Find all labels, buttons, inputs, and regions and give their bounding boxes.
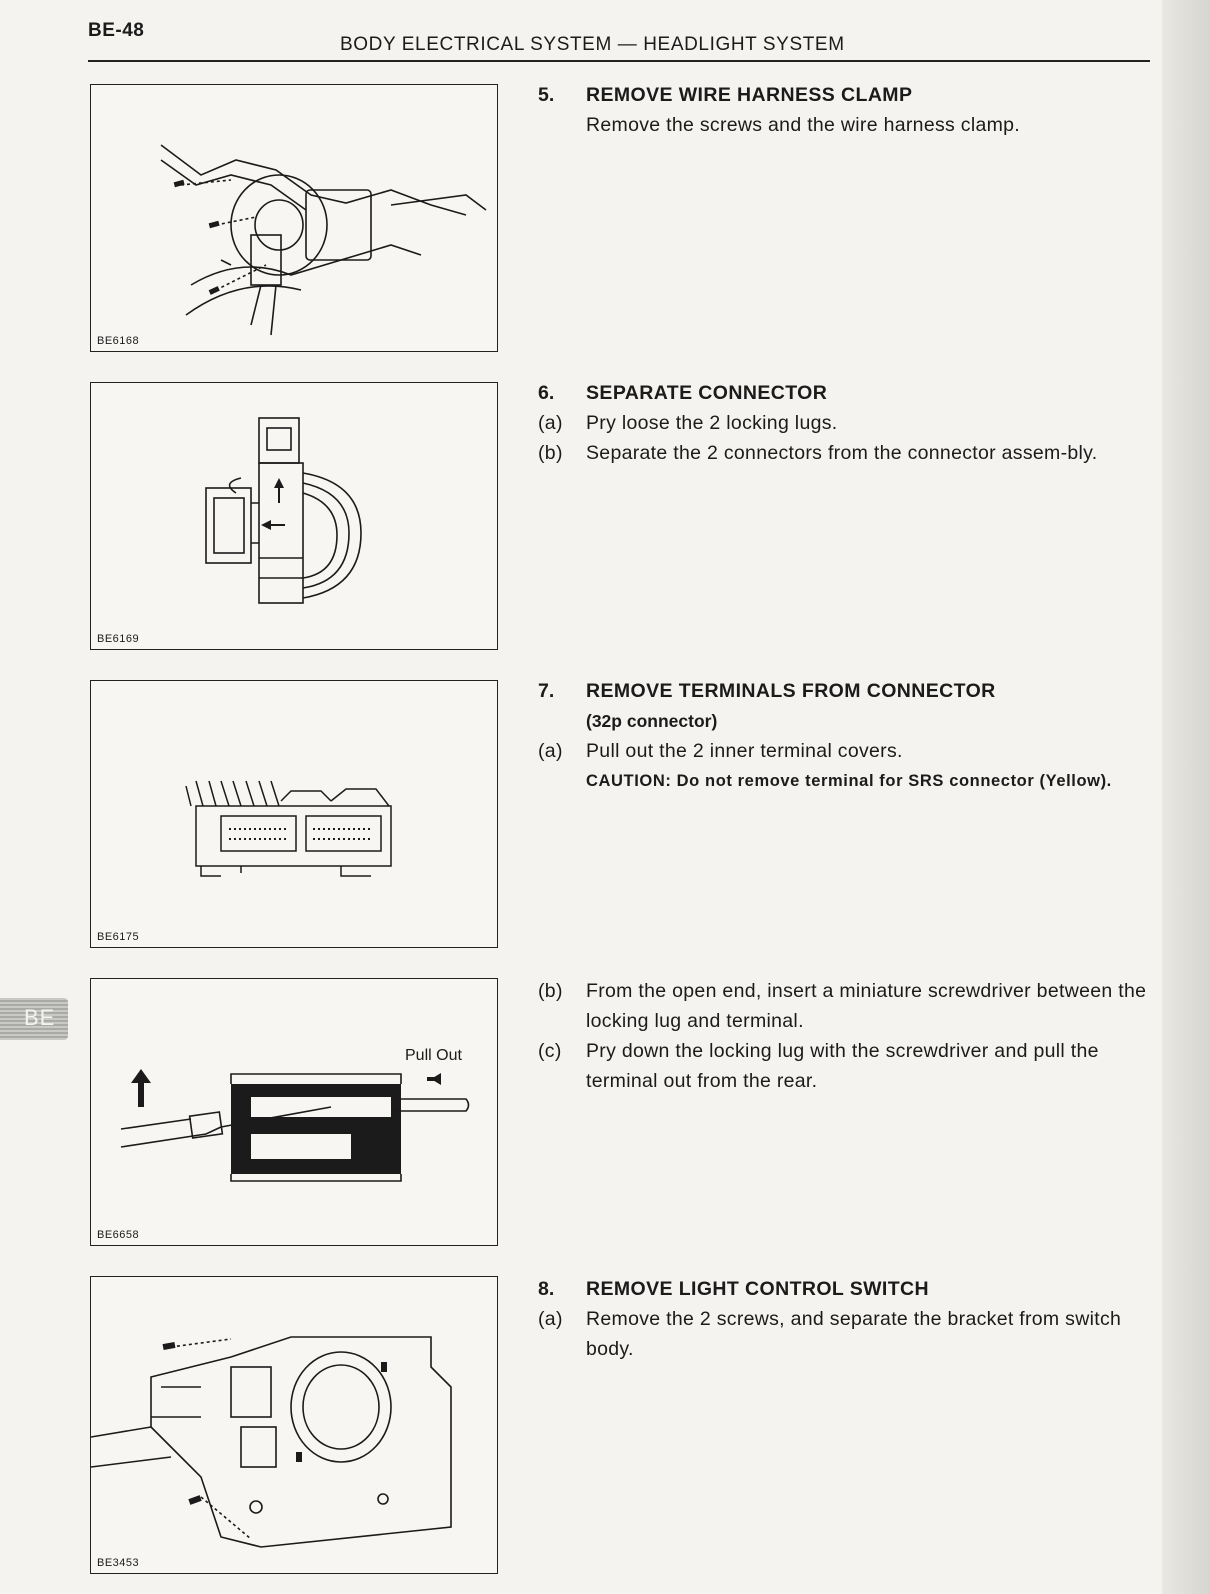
figure-wire-harness-clamp: [90, 84, 498, 352]
step-7: [538, 676, 1158, 796]
step-number: 6.: [538, 382, 555, 404]
step-number: 8.: [538, 1278, 555, 1300]
figure-light-control-switch: [90, 1276, 498, 1574]
light-control-switch-illustration: [91, 1277, 499, 1575]
step-text: Remove the screws and the wire harness clamp.: [586, 114, 1021, 136]
step-8: [538, 1274, 1158, 1364]
step-item: (a) Pry loose the 2 locking lugs.: [538, 412, 838, 434]
32p-connector-illustration: [91, 681, 499, 949]
step-number: 7.: [538, 680, 555, 702]
figure-code: BE3453: [97, 1557, 140, 1569]
figure-code: BE6169: [97, 633, 140, 645]
step-item: (c) Pry down the locking lug with the screwdriver and pull the terminal out from the rear.: [538, 1040, 1099, 1092]
connector-assembly-illustration: [91, 383, 499, 651]
step-5: [538, 80, 1158, 140]
step-title: SEPARATE CONNECTOR: [586, 382, 828, 404]
figure-code: BE6168: [97, 335, 140, 347]
step-7-continued: [538, 976, 1158, 1096]
figure-32p-connector: [90, 680, 498, 948]
step-title: REMOVE WIRE HARNESS CLAMP: [586, 84, 913, 106]
step-title: REMOVE LIGHT CONTROL SWITCH: [586, 1278, 930, 1300]
section-tab-label: BE: [24, 1005, 56, 1030]
figure-code: BE6658: [97, 1229, 140, 1241]
step-item: (a) Pull out the 2 inner terminal covers.: [538, 740, 903, 762]
pull-out-terminal-illustration: [91, 979, 499, 1247]
figure-code: BE6175: [97, 931, 140, 943]
header-rule: [88, 60, 1150, 62]
step-item: (a) Remove the 2 screws, and separate the bracket from switch body.: [538, 1308, 1122, 1360]
figure-pull-out-terminal: [90, 978, 498, 1246]
figure-separate-connector: [90, 382, 498, 650]
page-edge-shadow: [1162, 0, 1210, 1594]
step-item: (b) From the open end, insert a miniature screwdriver between the locking lug and terminal.: [538, 980, 1147, 1032]
up-arrow-icon: [131, 1069, 151, 1107]
page-id: BE-48: [88, 20, 145, 41]
step-number: 5.: [538, 84, 555, 106]
step-subtitle: (32p connector): [586, 711, 718, 731]
step-item: (b) Separate the 2 connectors from the connector assem-bly.: [538, 442, 1098, 464]
page-header: BODY ELECTRICAL SYSTEM — HEADLIGHT SYSTEM: [340, 34, 845, 55]
step-6: [538, 378, 1158, 468]
step-title: REMOVE TERMINALS FROM CONNECTOR: [586, 680, 996, 702]
wire-harness-clamp-illustration: [91, 85, 499, 353]
section-tab: [0, 998, 68, 1040]
caution-note: CAUTION: Do not remove terminal for SRS connector (Yellow).: [586, 772, 1112, 790]
pull-out-label: Pull Out: [405, 1047, 462, 1064]
